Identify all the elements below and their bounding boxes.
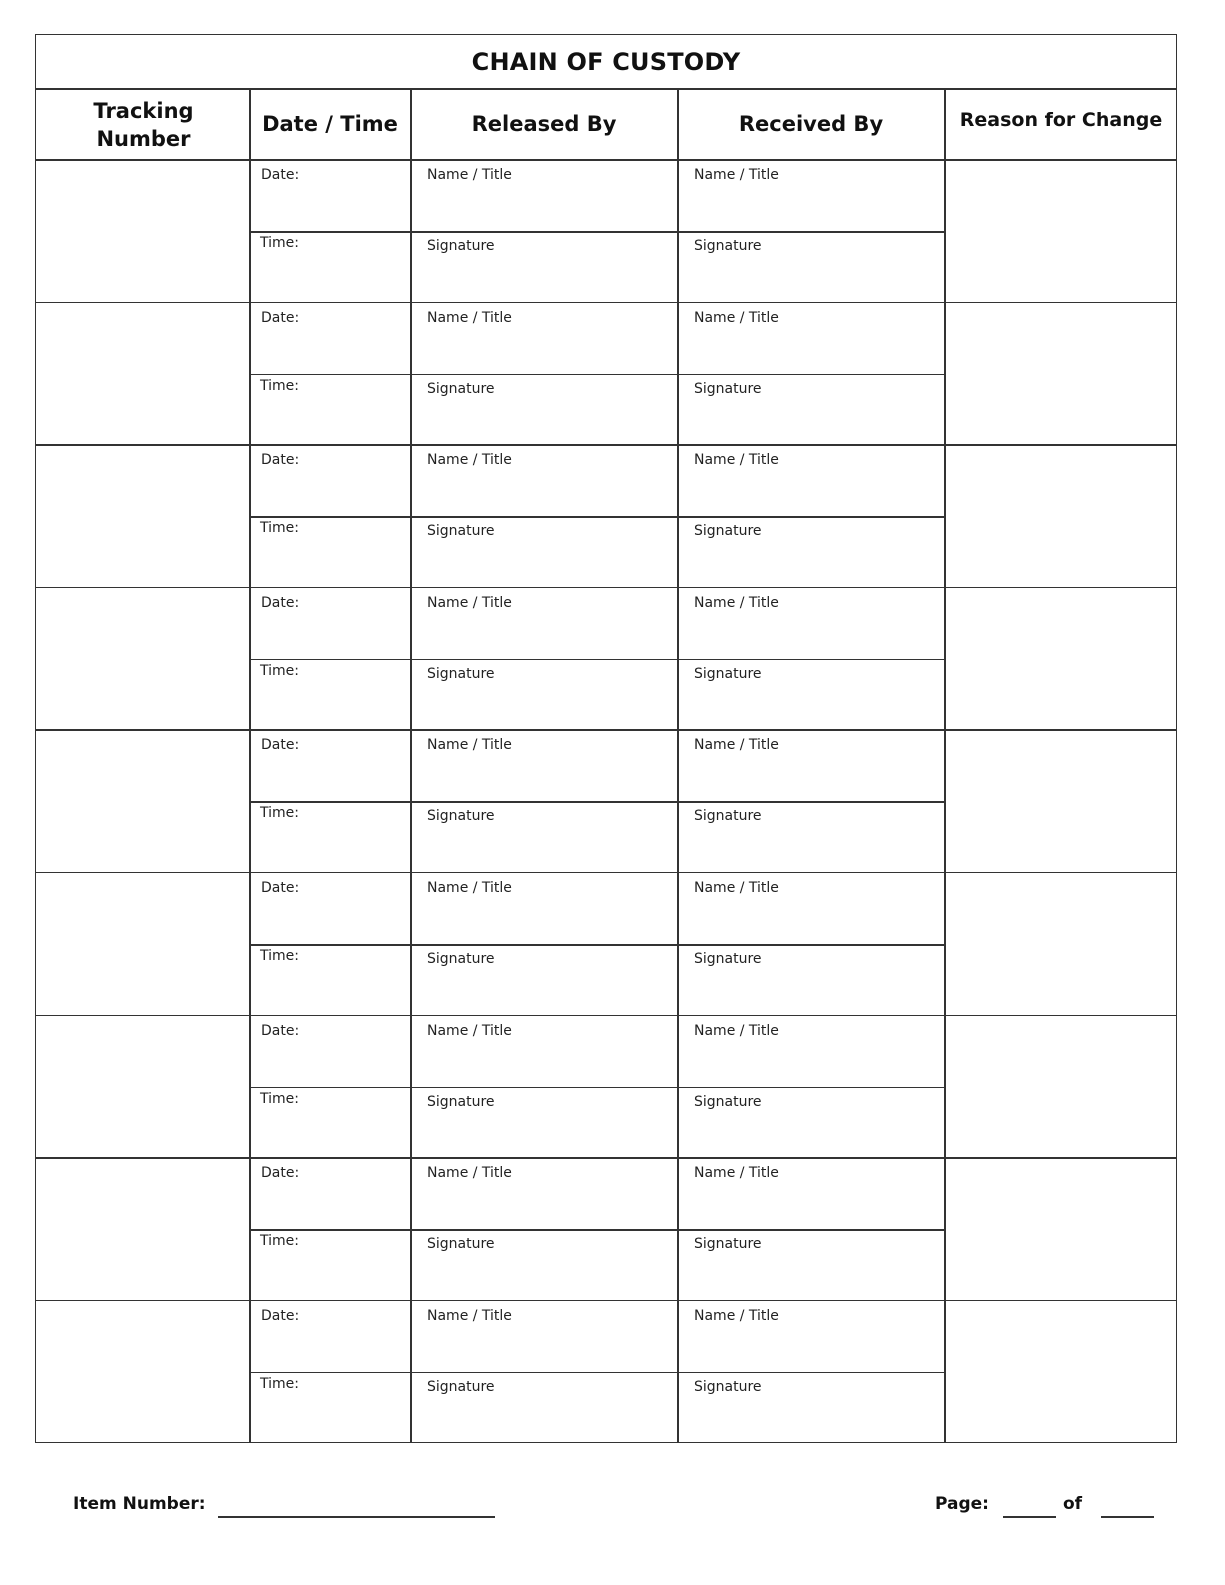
tracking-number-cell[interactable] <box>36 160 249 303</box>
released-name-title-label: Name / Title <box>427 452 512 469</box>
row-mid-divider <box>250 1087 944 1089</box>
released-signature-label: Signature <box>427 808 495 825</box>
item-number-label: Item Number: <box>73 1494 206 1514</box>
released-signature-label: Signature <box>427 1093 495 1110</box>
row-mid-divider <box>250 659 944 661</box>
received-signature-label: Signature <box>694 951 762 967</box>
date-label: Date: <box>261 1307 300 1324</box>
page-label: Page: <box>935 1494 989 1514</box>
time-label: Time: <box>260 805 299 822</box>
header-received-by: Received By <box>738 112 884 136</box>
page-number-field[interactable] <box>1003 1516 1056 1518</box>
tracking-number-cell[interactable] <box>36 1158 249 1301</box>
received-signature-label: Signature <box>694 665 762 682</box>
custody-row <box>36 730 1176 873</box>
date-label: Date: <box>261 1022 300 1039</box>
item-number-field[interactable] <box>218 1516 495 1518</box>
time-label: Time: <box>260 1233 299 1250</box>
row-mid-divider <box>250 801 944 803</box>
time-label: Time: <box>260 235 299 251</box>
header-date-time: Date / Time <box>262 112 398 136</box>
time-label: Time: <box>260 520 299 537</box>
released-name-title-label: Name / Title <box>427 880 512 896</box>
custody-row <box>36 160 1176 303</box>
row-mid-divider <box>250 1372 944 1374</box>
received-name-title-label: Name / Title <box>694 737 779 754</box>
custody-row <box>36 445 1176 588</box>
received-signature-label: Signature <box>694 1236 762 1253</box>
time-label: Time: <box>260 377 299 394</box>
custody-row <box>36 1016 1176 1159</box>
tracking-number-cell[interactable] <box>36 873 249 1016</box>
received-name-title-label: Name / Title <box>694 167 779 183</box>
custody-row <box>36 588 1176 731</box>
reason-cell[interactable] <box>945 1301 1178 1444</box>
received-name-title-label: Name / Title <box>694 1165 779 1182</box>
row-mid-divider <box>250 231 944 233</box>
tracking-number-cell[interactable] <box>36 445 249 588</box>
tracking-number-cell[interactable] <box>36 1301 249 1444</box>
header-reason-for-change: Reason for Change <box>959 109 1163 131</box>
released-name-title-label: Name / Title <box>427 309 512 326</box>
page-total-field[interactable] <box>1101 1516 1154 1518</box>
time-label: Time: <box>260 662 299 679</box>
time-label: Time: <box>260 948 299 964</box>
reason-cell[interactable] <box>945 588 1178 731</box>
row-mid-divider <box>250 516 944 518</box>
row-mid-divider <box>250 1229 944 1231</box>
header-tracking-number: Tracking Number <box>93 99 194 151</box>
form-title: CHAIN OF CUSTODY <box>471 48 741 76</box>
received-signature-label: Signature <box>694 380 762 397</box>
custody-row <box>36 1158 1176 1301</box>
reason-cell[interactable] <box>945 1158 1178 1301</box>
reason-cell[interactable] <box>945 160 1178 303</box>
received-signature-label: Signature <box>694 1093 762 1110</box>
received-signature-label: Signature <box>694 1378 762 1395</box>
time-label: Time: <box>260 1090 299 1107</box>
date-label: Date: <box>261 737 300 754</box>
custody-row <box>36 303 1176 446</box>
released-signature-label: Signature <box>427 238 495 254</box>
row-mid-divider <box>250 944 944 946</box>
date-label: Date: <box>261 167 300 183</box>
date-label: Date: <box>261 1165 300 1182</box>
released-signature-label: Signature <box>427 665 495 682</box>
of-label: of <box>1063 1494 1083 1514</box>
time-label: Time: <box>260 1375 299 1392</box>
released-signature-label: Signature <box>427 380 495 397</box>
reason-cell[interactable] <box>945 730 1178 873</box>
received-signature-label: Signature <box>694 238 762 254</box>
released-name-title-label: Name / Title <box>427 1022 512 1039</box>
row-mid-divider <box>250 374 944 376</box>
custody-row <box>36 1301 1176 1444</box>
received-signature-label: Signature <box>694 523 762 540</box>
received-name-title-label: Name / Title <box>694 452 779 469</box>
date-label: Date: <box>261 594 300 611</box>
tracking-number-cell[interactable] <box>36 588 249 731</box>
received-name-title-label: Name / Title <box>694 594 779 611</box>
released-signature-label: Signature <box>427 951 495 967</box>
custody-row <box>36 873 1176 1016</box>
tracking-number-cell[interactable] <box>36 303 249 446</box>
reason-cell[interactable] <box>945 1016 1178 1159</box>
received-signature-label: Signature <box>694 808 762 825</box>
released-name-title-label: Name / Title <box>427 1307 512 1324</box>
received-name-title-label: Name / Title <box>694 309 779 326</box>
released-name-title-label: Name / Title <box>427 167 512 183</box>
released-signature-label: Signature <box>427 1378 495 1395</box>
released-name-title-label: Name / Title <box>427 737 512 754</box>
date-label: Date: <box>261 452 300 469</box>
released-name-title-label: Name / Title <box>427 1165 512 1182</box>
released-name-title-label: Name / Title <box>427 594 512 611</box>
released-signature-label: Signature <box>427 523 495 540</box>
received-name-title-label: Name / Title <box>694 1307 779 1324</box>
date-label: Date: <box>261 880 300 896</box>
reason-cell[interactable] <box>945 873 1178 1016</box>
reason-cell[interactable] <box>945 445 1178 588</box>
tracking-number-cell[interactable] <box>36 730 249 873</box>
released-signature-label: Signature <box>427 1236 495 1253</box>
custody-form <box>35 34 1177 1443</box>
date-label: Date: <box>261 309 300 326</box>
header-released-by: Released By <box>471 112 617 136</box>
reason-cell[interactable] <box>945 303 1178 446</box>
received-name-title-label: Name / Title <box>694 880 779 896</box>
tracking-number-cell[interactable] <box>36 1016 249 1159</box>
received-name-title-label: Name / Title <box>694 1022 779 1039</box>
